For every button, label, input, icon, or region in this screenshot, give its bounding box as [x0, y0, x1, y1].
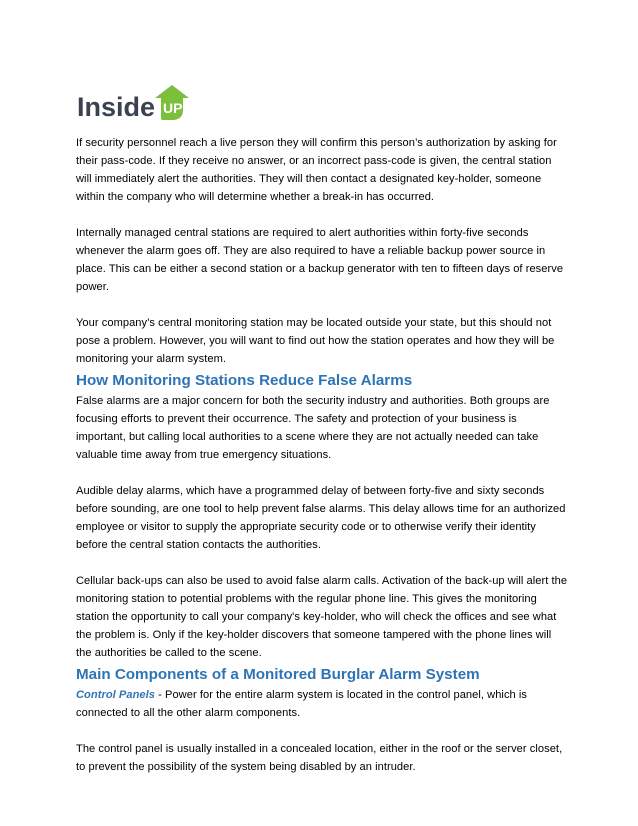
paragraph: Internally managed central stations are required to alert authorities within forty-five seconds whenever the alarm goes off. They are also required to have a reliable backup power source in place. This can be either a second station or a backup generator with ten to fifteen days of reserve power.	[76, 227, 564, 293]
document-body	[76, 134, 568, 776]
logo-text-inside: Inside	[77, 92, 156, 122]
paragraph: Your company’s central monitoring station may be located outside your state, but this should not pose a problem. However, you will want to find out how the station operates and how they will be monitoring your alarm system.	[76, 317, 555, 365]
paragraph: False alarms are a major concern for both the security industry and authorities. Both groups are focusing efforts to prevent their occurrence. The safety and protection of your business is important, but calling local authorities to a scene where they are not actually needed can take valuable time away from true emergency situations.	[76, 395, 550, 461]
insideup-logo	[77, 82, 197, 124]
insideup-logo-graphic	[77, 82, 197, 124]
lead-label: Control Panels	[76, 689, 155, 701]
paragraph: Audible delay alarms, which have a programmed delay of between forty-five and sixty seconds before sounding, are one tool to help prevent false alarms. This delay allows time for an authorized employee or visitor to supply the appropriate security code or to otherwise verify their identity before the central station contacts the authorities.	[76, 485, 566, 551]
lead-text: - Power for the entire alarm system is located in the control panel, which is connected to all the other alarm components.	[76, 689, 528, 719]
section-heading: How Monitoring Stations Reduce False Alarms	[76, 372, 413, 389]
paragraph: The control panel is usually installed in a concealed location, either in the roof or the server closet, to prevent the possibility of the system being disabled by an intruder.	[76, 743, 563, 773]
paragraph: Cellular back-ups can also be used to avoid false alarm calls. Activation of the back-up will alert the monitoring station to potential problems with the regular phone line. This gives the monitoring station the opportunity to call your company's key-holder, who will check the offices and see what the problem is. Only if the key-holder discovers that someone tampered with the phone lines will the authorities be called to the scene.	[76, 575, 568, 659]
section-heading: Main Components of a Monitored Burglar Alarm System	[76, 666, 480, 683]
logo-text-up: UP	[163, 100, 183, 116]
paragraph: If security personnel reach a live person they will confirm this person’s authorization by asking for their pass-code. If they receive no answer, or an incorrect pass-code is given, the central station will immediately alert the authorities. They will then contact a designated key-holder, someone within the company who will determine whether a break-in has occurred.	[76, 137, 557, 203]
paragraph-control-panels	[76, 686, 568, 722]
